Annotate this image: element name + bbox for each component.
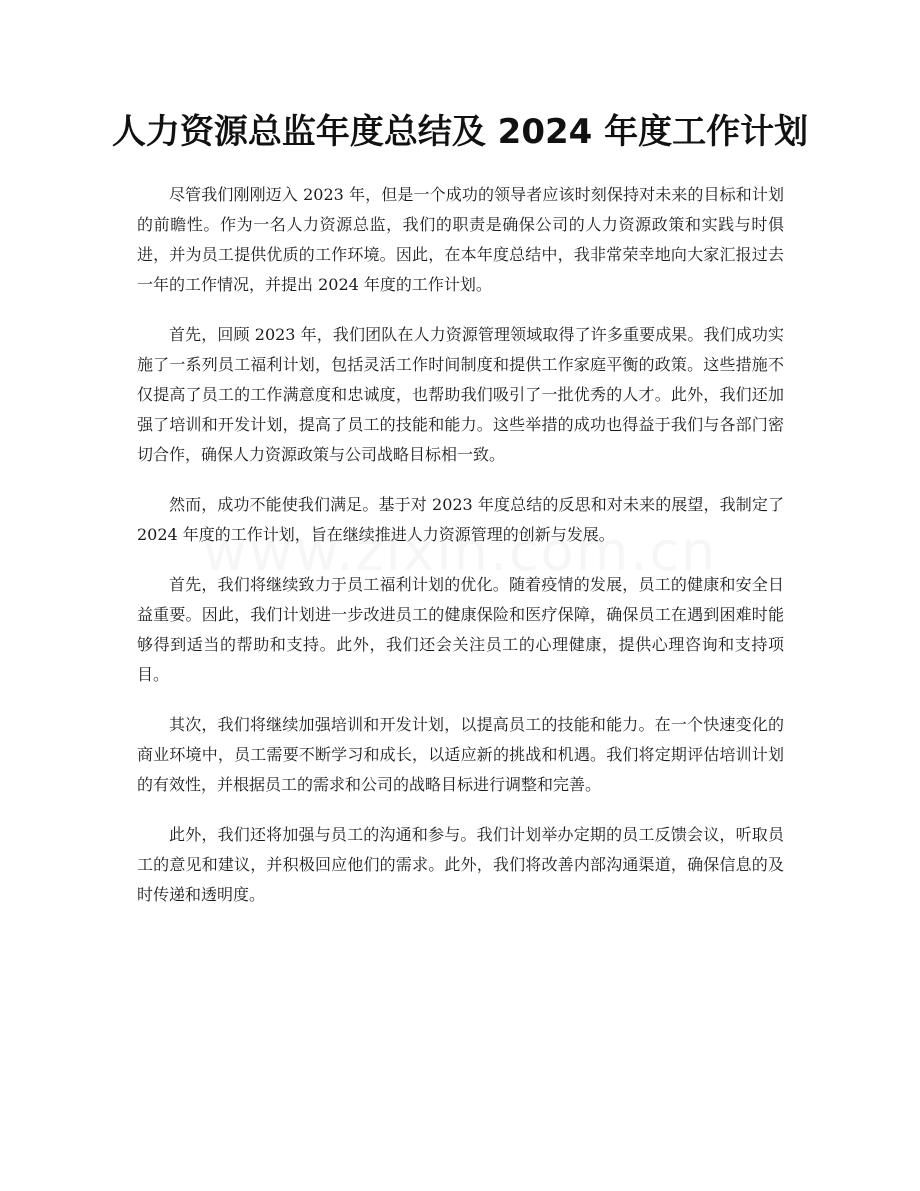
paragraph: 然而，成功不能使我们满足。基于对 2023 年度总结的反思和对未来的展望，我制定了 2024 年度的工作计划，旨在继续推进人力资源管理的创新与发展。 [137,495,784,544]
document-body [137,180,784,930]
paragraph: 其次，我们将继续加强培训和开发计划，以提高员工的技能和能力。在一个快速变化的商业环境中，员工需要不断学习和成长，以适应新的挑战和机遇。我们将定期评估培训计划的有效性，并根据员工的需求和公司的战略目标进行调整和完善。 [137,715,784,794]
paragraph: 首先，我们将继续致力于员工福利计划的优化。随着疫情的发展，员工的健康和安全日益重要。因此，我们计划进一步改进员工的健康保险和医疗保障，确保员工在遇到困难时能够得到适当的帮助和支持。此外，我们还会关注员工的心理健康，提供心理咨询和支持项目。 [137,575,784,684]
paragraph: 此外，我们还将加强与员工的沟通和参与。我们计划举办定期的员工反馈会议，听取员工的意见和建议，并积极回应他们的需求。此外，我们将改善内部沟通渠道，确保信息的及时传递和透明度。 [137,825,784,904]
paragraph: 尽管我们刚刚迈入 2023 年，但是一个成功的领导者应该时刻保持对未来的目标和计划的前瞻性。作为一名人力资源总监，我们的职责是确保公司的人力资源政策和实践与时俱进，并为员工提供优质的工作环境。因此，在本年度总结中，我非常荣幸地向大家汇报过去一年的工作情况，并提出 2024 年度的工作计划。 [137,185,784,294]
document-title: 人力资源总监年度总结及 2024 年度工作计划 [111,112,809,152]
paragraph: 首先，回顾 2023 年，我们团队在人力资源管理领域取得了许多重要成果。我们成功实施了一系列员工福利计划，包括灵活工作时间制度和提供工作家庭平衡的政策。这些措施不仅提高了员工的工作满意度和忠诚度，也帮助我们吸引了一批优秀的人才。此外，我们还加强了培训和开发计划，提高了员工的技能和能力。这些举措的成功也得益于我们与各部门密切合作，确保人力资源政策与公司战略目标相一致。 [137,325,784,464]
